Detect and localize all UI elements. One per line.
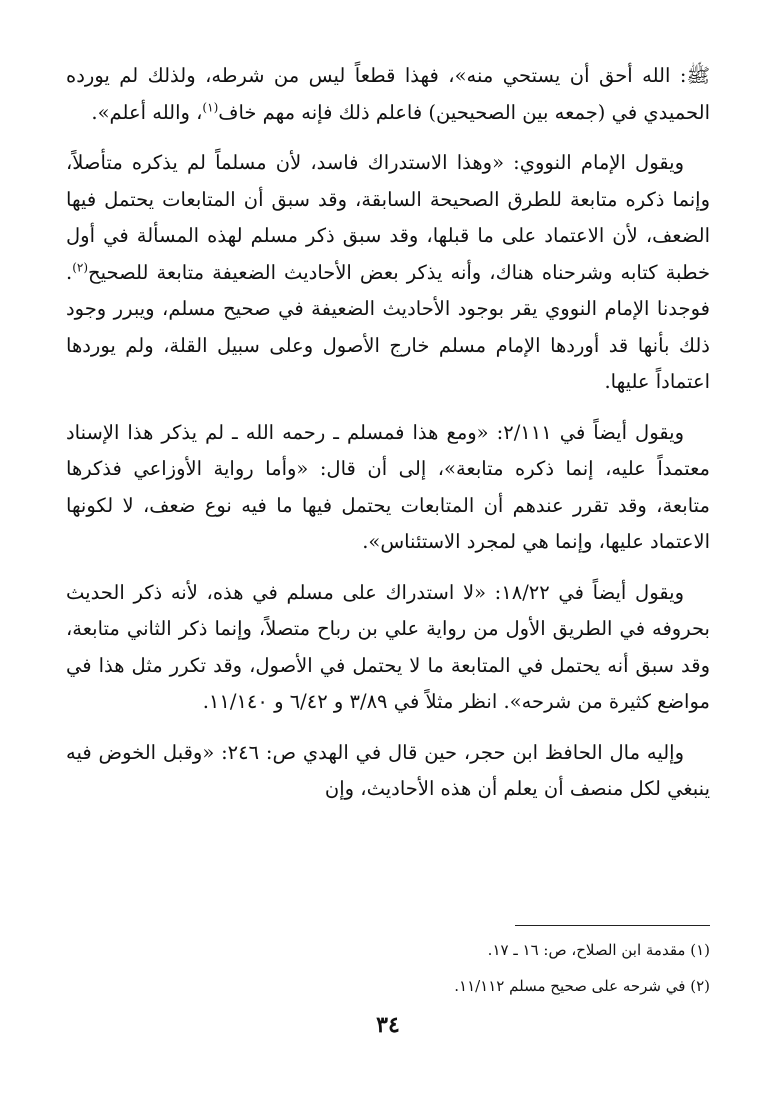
paragraph-3 [66,415,710,561]
paragraph-5-text: وإليه مال الحافظ ابن حجر، حين قال في الهدي ص: ٢٤٦: «وقبل الخوض فيه ينبغي لكل منصف أن يعلم أن هذه الأحاديث، وإن [66,740,710,800]
paragraph-4 [66,575,710,721]
footnote-divider [515,925,710,926]
paragraph-5 [66,735,710,808]
book-page [66,58,710,1058]
paragraph-1-tail: ، والله أعلم». [91,100,203,124]
paragraph-1 [66,58,710,131]
paragraph-1-text: ﷺ: الله أحق أن يستحي منه»، فهذا قطعاً ليس من شرطه، ولذلك لم يورده الحميدي في (جمعه بين الصحيحين) فاعلم ذلك فإنه مهم خاف [66,64,710,124]
footnote-ref-2: (٢) [72,260,89,274]
paragraph-2-text: ويقول الإمام النووي: «وهذا الاستدراك فاسد، لأن مسلماً لم يذكره متأصلاً، وإنما ذكره متابعة للطرق الصحيحة السابقة، وقد سبق أن المتابعات يحتمل فيها الضعف، لأن الاعتماد على ما قبلها، وقد سبق ذكر مسلم لهذه المسألة في أول خطبة كتابه وشرحناه هناك، وأنه يذكر بعض الأحاديث الضعيفة متابعة للصحيح [66,151,710,284]
footnotes [66,932,710,1004]
footnote-ref-1: (١) [202,100,219,114]
page-number: ٣٤ [376,1012,400,1038]
paragraph-2 [66,145,710,401]
paragraph-4-text: ويقول أيضاً في ١٨/٢٢: «لا استدراك على مسلم في هذه، لأنه ذكر الحديث بحروفه في الطريق الأول من رواية علي بن رباح متصلاً، وإنما ذكر الثاني متابعة، وقد سبق أنه يحتمل في المتابعة ما لا يحتمل في الأصول، وقد تكرر مثل هذا في مواضع كثيرة من شرحه». انظر مثلاً في ٣/٨٩ و ٦/٤٢ و ١١/١٤٠. [66,580,710,713]
footnote-1: (١) مقدمة ابن الصلاح، ص: ١٦ ـ ١٧. [487,941,710,959]
paragraph-2-tail: . فوجدنا الإمام النووي يقر بوجود الأحاديث الضعيفة في صحيح مسلم، ويبرر وجود ذلك بأنها قد أوردها الإمام مسلم خارج الأصول وعلى سبيل القلة، ولم يوردها اعتماداً عليها. [66,260,710,393]
paragraph-3-text: ويقول أيضاً في ٢/١١١: «ومع هذا فمسلم ـ رحمه الله ـ لم يذكر هذا الإسناد معتمداً عليه، إنما ذكره متابعة»، إلى أن قال: «وأما رواية الأوزاعي فذكرها متابعة، وقد تقرر عندهم أن المتابعات يحتمل فيها ما فيه نوع ضعف، لا لكونها الاعتماد عليها، وإنما هي لمجرد الاستئناس». [66,420,710,553]
footnote-2: (٢) في شرحه على صحيح مسلم ١١/١١٢. [454,977,710,995]
